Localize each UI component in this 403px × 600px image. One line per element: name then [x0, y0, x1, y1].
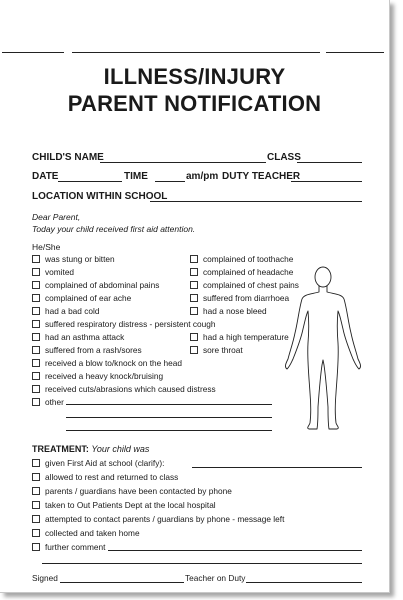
checkbox[interactable]: [190, 268, 198, 276]
checkbox-item[interactable]: sore throat: [190, 345, 243, 355]
clarify-line[interactable]: [192, 467, 362, 468]
checkbox-item[interactable]: complained of toothache: [190, 254, 293, 264]
other-line[interactable]: [66, 404, 272, 405]
ampm-label: am/pm: [186, 171, 219, 182]
checkbox-item[interactable]: complained of ear ache: [32, 293, 131, 303]
other-line[interactable]: [66, 430, 272, 431]
checkbox[interactable]: [32, 320, 40, 328]
signed-label: Signed: [32, 573, 58, 583]
checkbox-item[interactable]: taken to Out Patients Dept at the local hospital: [32, 500, 216, 510]
date-field[interactable]: [58, 181, 122, 182]
checkbox-item[interactable]: complained of chest pains: [190, 280, 299, 290]
checkbox-item[interactable]: complained of headache: [190, 267, 293, 277]
teacher-on-duty-field[interactable]: [246, 582, 362, 583]
checkbox[interactable]: [190, 294, 198, 302]
checkbox-item[interactable]: had an asthma attack: [32, 332, 124, 342]
signature-field[interactable]: [60, 582, 184, 583]
comment-line[interactable]: [108, 550, 362, 551]
checkbox[interactable]: [190, 307, 198, 315]
checkbox-item[interactable]: suffered from a rash/sores: [32, 345, 142, 355]
checkbox[interactable]: [190, 346, 198, 354]
checkbox[interactable]: [32, 307, 40, 315]
checkbox[interactable]: [32, 543, 40, 551]
checkbox[interactable]: [190, 333, 198, 341]
checkbox-item[interactable]: parents / guardians have been contacted by phone: [32, 486, 232, 496]
checkbox-item[interactable]: received a heavy knock/bruising: [32, 371, 163, 381]
checkbox[interactable]: [32, 385, 40, 393]
location-field[interactable]: [150, 201, 362, 202]
checkbox[interactable]: [32, 501, 40, 509]
treatment-heading: TREATMENT: Your child was: [32, 444, 150, 454]
checkbox-item-other[interactable]: other: [32, 397, 64, 407]
other-line[interactable]: [66, 417, 272, 418]
checkbox-item[interactable]: vomited: [32, 267, 74, 277]
checkbox[interactable]: [32, 459, 40, 467]
teacher-on-duty-label: Teacher on Duty: [185, 573, 246, 583]
checkbox-item[interactable]: had a bad cold: [32, 306, 99, 316]
checkbox-item[interactable]: attempted to contact parents / guardians by phone - message left: [32, 514, 284, 524]
checkbox[interactable]: [32, 294, 40, 302]
comment-line[interactable]: [42, 563, 362, 564]
checkbox[interactable]: [32, 473, 40, 481]
checkbox-item[interactable]: suffered from diarrhoea: [190, 293, 289, 303]
class-field[interactable]: [297, 162, 362, 163]
top-line: [72, 52, 320, 53]
checkbox-item[interactable]: given First Aid at school (clarify):: [32, 458, 164, 468]
checkbox[interactable]: [32, 333, 40, 341]
checkbox-item[interactable]: had a high temperature: [190, 332, 289, 342]
checkbox-item[interactable]: collected and taken home: [32, 528, 140, 538]
duty-teacher-label: DUTY TEACHER: [222, 171, 301, 182]
form-title-line2: PARENT NOTIFICATION: [67, 91, 322, 116]
checkbox[interactable]: [32, 487, 40, 495]
childs-name-label: CHILD'S NAME: [32, 152, 104, 163]
checkbox[interactable]: [32, 268, 40, 276]
time-label: TIME: [124, 171, 148, 182]
form-title-line1: ILLNESS/INJURY: [103, 64, 286, 89]
intro-text: Today your child received first aid attention.: [32, 224, 196, 234]
class-label: CLASS: [267, 152, 301, 163]
checkbox[interactable]: [32, 359, 40, 367]
location-label: LOCATION WITHIN SCHOOL: [32, 191, 168, 202]
greeting: Dear Parent,: [32, 212, 81, 222]
checkbox-item[interactable]: allowed to rest and returned to class: [32, 472, 178, 482]
checkbox-item[interactable]: had a nose bleed: [190, 306, 267, 316]
checkbox-item[interactable]: received cuts/abrasions which caused distress: [32, 384, 216, 394]
checkbox[interactable]: [32, 529, 40, 537]
body-outline: [285, 286, 360, 429]
checkbox[interactable]: [190, 281, 198, 289]
date-label: DATE: [32, 171, 59, 182]
top-line: [326, 52, 384, 53]
checkbox[interactable]: [32, 515, 40, 523]
checkbox-item[interactable]: received a blow to/knock on the head: [32, 358, 182, 368]
duty-teacher-field[interactable]: [291, 181, 362, 182]
checkbox[interactable]: [190, 255, 198, 263]
head-outline: [315, 267, 331, 287]
childs-name-field[interactable]: [100, 162, 266, 163]
he-she-label: He/She: [32, 242, 61, 252]
checkbox[interactable]: [32, 372, 40, 380]
time-field[interactable]: [155, 181, 185, 182]
checkbox[interactable]: [32, 281, 40, 289]
checkbox[interactable]: [32, 255, 40, 263]
body-outline-diagram[interactable]: [282, 263, 364, 433]
checkbox-item[interactable]: suffered respiratory distress - persistent cough: [32, 319, 215, 329]
checkbox-item[interactable]: was stung or bitten: [32, 254, 115, 264]
checkbox[interactable]: [32, 346, 40, 354]
checkbox-item[interactable]: further comment: [32, 542, 105, 552]
checkbox[interactable]: [32, 398, 40, 406]
checkbox-item[interactable]: complained of abdominal pains: [32, 280, 159, 290]
top-line: [2, 52, 64, 53]
